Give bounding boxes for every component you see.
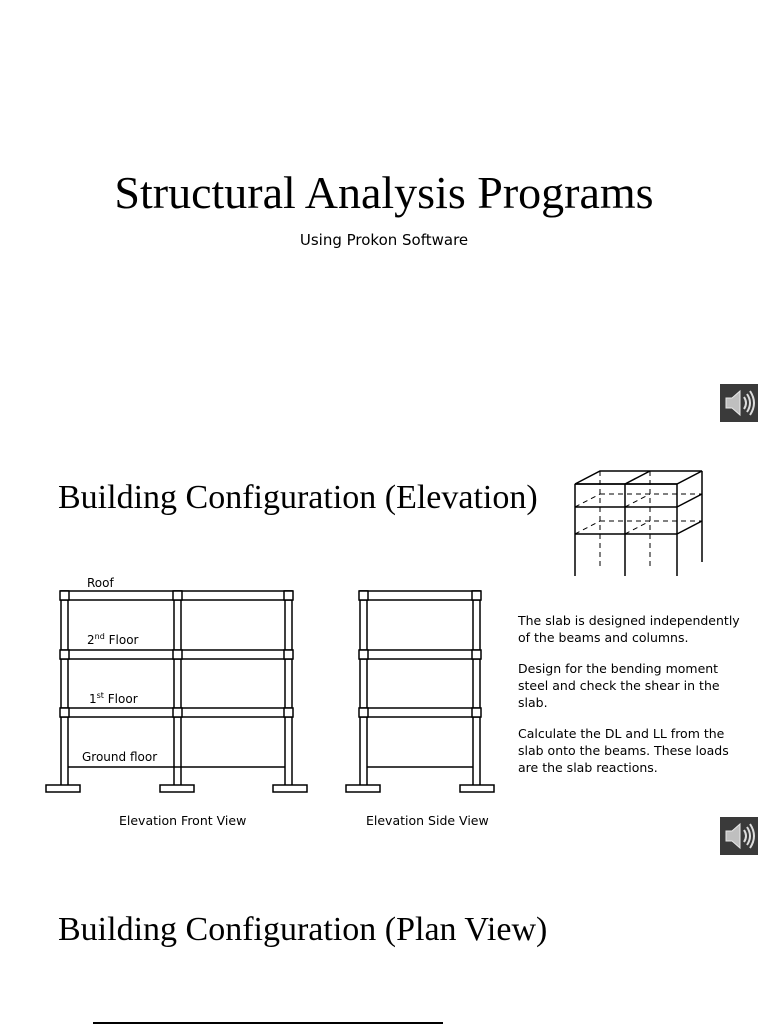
front-view-caption: Elevation Front View	[119, 813, 247, 828]
note-paragraph: Design for the bending moment steel and check the shear in the slab.	[518, 661, 720, 710]
subtitle: Using Prokon Software	[299, 231, 469, 249]
elevation-heading: Building Configuration (Elevation)	[58, 479, 538, 516]
building-3d-sketch	[570, 466, 710, 578]
plan-drawing-edge	[93, 1022, 443, 1024]
note-paragraph: Calculate the DL and LL from the slab onto the beams. These loads are the slab reactions.	[518, 726, 729, 775]
ground-floor-label: Ground floor	[82, 750, 158, 764]
speaker-icon[interactable]	[720, 817, 758, 855]
plan-view-heading: Building Configuration (Plan View)	[58, 911, 548, 948]
first-floor-label: 1st Floor	[89, 691, 138, 706]
speaker-icon[interactable]	[720, 384, 758, 422]
page-title: Structural Analysis Programs	[114, 167, 654, 218]
roof-label: Roof	[87, 576, 114, 590]
slab-notes	[518, 612, 748, 790]
side-view-caption: Elevation Side View	[366, 813, 489, 828]
note-paragraph: The slab is designed independently of the beams and columns.	[518, 613, 740, 645]
second-floor-label: 2nd Floor	[87, 632, 139, 647]
side-elevation-frame	[340, 585, 500, 797]
front-elevation-frame	[40, 585, 315, 797]
